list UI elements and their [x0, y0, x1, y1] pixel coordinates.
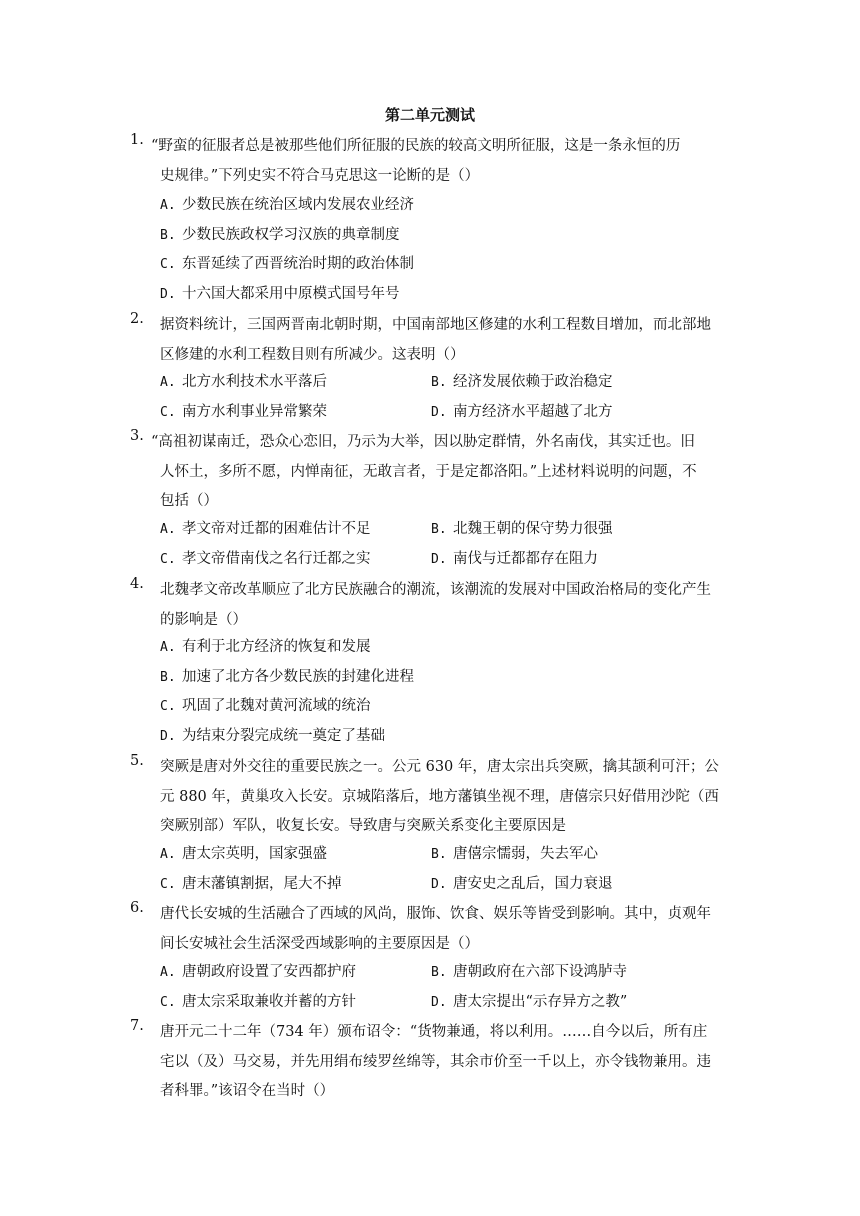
option-letter: C.: [160, 404, 176, 420]
question-number: 2.: [130, 311, 144, 327]
question-stem: [160, 753, 732, 842]
question-stem: [160, 576, 732, 635]
stem-line: 北魏孝文帝改革顺应了北方民族融合的潮流，该潮流的发展对中国政治格局的变化产生: [160, 582, 711, 598]
option-text: 东晋延续了西晋统治时期的政治体制: [182, 256, 414, 272]
option-a: [160, 193, 414, 214]
stem-line: 史规律。”下列史实不符合马克思这一论断的是（）: [160, 167, 480, 184]
option-letter: C.: [160, 876, 176, 892]
question-stem: [151, 132, 732, 191]
stem-line: 唐开元二十二年（734 年）颁布诏令：“货物兼通，将以利用。……自今以后，所有庄: [160, 1024, 708, 1040]
option-a: [160, 842, 327, 863]
option-letter: C.: [160, 257, 176, 272]
option-c: [160, 400, 327, 421]
option-letter: D.: [431, 551, 447, 567]
option-a: [160, 960, 356, 981]
option-d: [431, 547, 598, 568]
option-letter: D.: [431, 994, 447, 1010]
option-a: [160, 517, 371, 538]
stem-line: 人怀土，多所不愿，内惮南征，无敢言者，于是定都洛阳。”上述材料说明的问题，不: [160, 463, 697, 480]
stem-line: 的影响是（）: [160, 611, 247, 628]
question-number: 7.: [130, 1018, 144, 1034]
option-c: [160, 990, 356, 1011]
option-b: [160, 665, 414, 686]
option-letter: B.: [431, 375, 447, 390]
option-letter: D.: [160, 728, 176, 744]
option-letter: D.: [431, 876, 447, 892]
stem-line: 者科罪。”该诏令在当时（）: [160, 1083, 335, 1099]
option-text: 唐末藩镇割据，尾大不掉: [182, 875, 342, 892]
option-text: 少数民族政权学习汉族的典章制度: [182, 226, 400, 243]
option-letter: A.: [160, 965, 176, 980]
option-text: 为结束分裂完成统一奠定了基础: [182, 727, 385, 744]
option-c: [160, 872, 342, 893]
question-number: 4.: [130, 576, 144, 592]
stem-line: 突厥别部）军队，收复长安。导致唐与突厥关系变化主要原因是: [160, 818, 566, 834]
stem-line: 唐代长安城的生活融合了西域的风尚，服饰、饮食、娱乐等皆受到影响。其中，贞观年: [160, 906, 711, 922]
option-letter: B.: [431, 965, 447, 980]
option-text: 孝文帝借南伐之名行迁都之实: [182, 550, 371, 567]
option-a: [160, 635, 371, 656]
option-text: 巩固了北魏对黄河流域的统治: [182, 698, 371, 714]
stem-line: “高祖初谋南迁，恐众心恋旧，乃示为大举，因以胁定群情，外名南伐，其实迁也。旧: [151, 434, 695, 450]
option-text: 南方经济水平超越了北方: [453, 403, 613, 420]
option-text: 加速了北方各少数民族的封建化进程: [182, 668, 414, 685]
option-letter: B.: [431, 847, 447, 862]
question-number: 3.: [130, 428, 144, 444]
option-text: 有利于北方经济的恢复和发展: [182, 639, 371, 655]
option-text: 北方水利技术水平落后: [182, 374, 327, 390]
stem-line: 间长安城社会生活深受西域影响的主要原因是（）: [160, 935, 479, 952]
option-text: 唐朝政府设置了安西都护府: [182, 964, 356, 980]
stem-line: 区修建的水利工程数目则有所减少。这表明（）: [160, 346, 465, 363]
option-d: [160, 282, 400, 303]
option-text: 少数民族在统治区域内发展农业经济: [182, 197, 414, 213]
question-number: 5.: [130, 753, 144, 769]
option-text: 唐太宗英明，国家强盛: [182, 846, 327, 862]
option-letter: B.: [431, 522, 447, 537]
stem-line: 元 880 年，黄巢攻入长安。京城陷落后，地方藩镇坐视不理，唐僖宗只好借用沙陀（西: [160, 788, 719, 805]
option-letter: C.: [160, 994, 176, 1010]
option-text: 唐太宗采取兼收并蓄的方针: [182, 993, 356, 1010]
option-letter: B.: [160, 669, 176, 685]
option-letter: A.: [160, 847, 176, 862]
option-text: 唐僖宗懦弱，失去军心: [453, 846, 598, 862]
question-number: 6.: [130, 900, 144, 916]
option-b: [160, 223, 400, 244]
option-letter: A.: [160, 198, 176, 213]
option-text: 孝文帝对迁都的困难估计不足: [182, 521, 371, 537]
question-number: 1.: [130, 132, 144, 148]
option-text: 经济发展依赖于政治稳定: [453, 374, 613, 390]
option-b: [431, 842, 598, 863]
option-letter: A.: [160, 375, 176, 390]
option-text: 唐安史之乱后，国力衰退: [453, 875, 613, 892]
option-c: [160, 694, 371, 715]
question-stem: [151, 428, 732, 517]
option-b: [431, 370, 613, 391]
page-title: 第二单元测试: [384, 106, 475, 124]
option-letter: B.: [160, 227, 176, 243]
option-letter: C.: [160, 699, 176, 714]
option-letter: A.: [160, 640, 176, 655]
option-d: [431, 400, 613, 421]
option-c: [160, 252, 414, 273]
option-letter: C.: [160, 551, 176, 567]
stem-line: 包括（）: [160, 493, 218, 509]
question-stem: [160, 1018, 732, 1107]
option-text: 唐朝政府在六部下设鸿胪寺: [453, 964, 627, 980]
option-letter: D.: [160, 286, 176, 302]
option-d: [160, 724, 385, 745]
option-text: 十六国大都采用中原模式国号年号: [182, 285, 400, 302]
question-stem: [160, 900, 732, 959]
option-d: [431, 872, 613, 893]
option-text: 唐太宗提出“示存异方之教”: [453, 993, 628, 1010]
option-d: [431, 990, 627, 1011]
option-b: [431, 960, 627, 981]
option-b: [431, 517, 613, 538]
option-letter: D.: [431, 404, 447, 420]
option-text: 南方水利事业异常繁荣: [182, 403, 327, 420]
stem-line: 宅以（及）马交易，并先用绢布绫罗丝绵等，其余市价至一千以上，亦令钱物兼用。违: [160, 1053, 711, 1070]
stem-line: 突厥是唐对外交往的重要民族之一。公元 630 年，唐太宗出兵突厥，擒其颉利可汗；公: [160, 759, 719, 775]
option-text: 南伐与迁都都存在阻力: [453, 550, 598, 567]
stem-line: 据资料统计，三国两晋南北朝时期，中国南部地区修建的水利工程数目增加，而北部地: [160, 317, 711, 333]
option-a: [160, 370, 327, 391]
option-c: [160, 547, 371, 568]
question-stem: [160, 311, 732, 370]
option-text: 北魏王朝的保守势力很强: [453, 521, 613, 537]
option-letter: A.: [160, 522, 176, 537]
stem-line: “野蛮的征服者总是被那些他们所征服的民族的较高文明所征服，这是一条永恒的历: [151, 138, 681, 154]
